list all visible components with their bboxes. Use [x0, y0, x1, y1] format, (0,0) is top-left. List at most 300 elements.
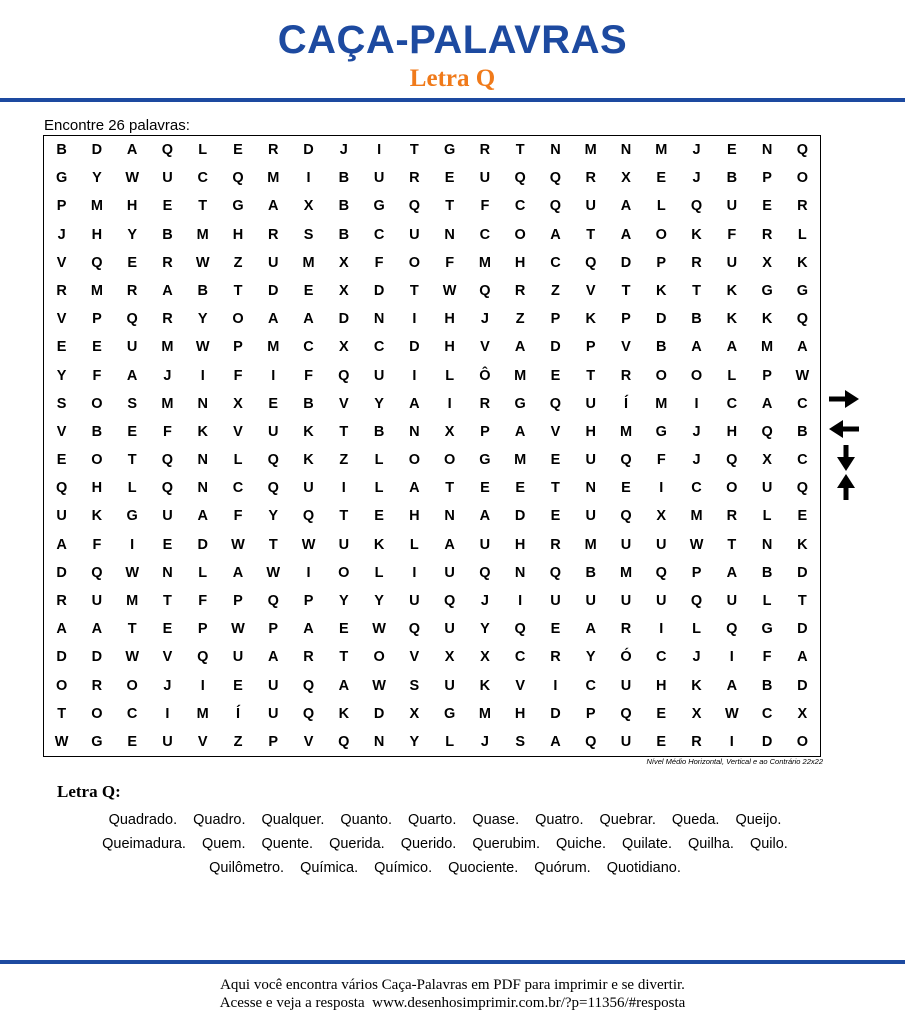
grid-cell: J: [480, 733, 489, 750]
word-item: Quociente.: [448, 860, 519, 876]
grid-cell: F: [92, 536, 102, 553]
grid-cell: B: [656, 339, 667, 356]
grid-cell: M: [161, 395, 174, 412]
grid-cell: A: [620, 226, 632, 243]
grid-cell: A: [797, 339, 808, 356]
grid-cell: Ó: [620, 649, 632, 666]
word-item: Quebrar.: [599, 812, 656, 828]
grid-cell: P: [656, 254, 667, 271]
grid-cell: I: [271, 367, 276, 384]
grid-cell: Q: [302, 508, 315, 525]
grid-cell: F: [656, 452, 666, 469]
grid-cell: H: [585, 423, 596, 440]
grid-cell: D: [91, 142, 103, 159]
grid-cell: T: [586, 367, 596, 384]
grid-cell: I: [200, 677, 205, 694]
grid-cell: W: [266, 564, 281, 581]
grid-cell: B: [338, 170, 350, 187]
grid-cell: K: [761, 311, 773, 328]
grid-cell: N: [162, 564, 173, 581]
grid-cell: A: [514, 423, 526, 440]
grid-cell: U: [620, 677, 632, 694]
grid-cell: U: [91, 592, 103, 609]
word-item: Queijo.: [735, 812, 782, 828]
grid-cell: T: [409, 142, 419, 159]
grid-cell: W: [724, 705, 739, 722]
grid-cell: X: [691, 705, 702, 722]
grid-cell: U: [56, 508, 67, 525]
grid-cell: T: [409, 282, 419, 299]
word-item: Quatro.: [535, 812, 584, 828]
arrow-right-icon: [828, 388, 860, 410]
grid-cell: J: [163, 367, 172, 384]
grid-cell: I: [200, 367, 205, 384]
word-item: Quotidiano.: [606, 860, 681, 876]
grid-cell: U: [126, 339, 138, 356]
grid-cell: D: [268, 282, 279, 299]
grid-cell: U: [232, 649, 244, 666]
grid-cell: L: [762, 592, 772, 609]
grid-cell: I: [553, 677, 558, 694]
grid-cell: A: [726, 564, 738, 581]
grid-cell: Q: [690, 198, 703, 215]
grid-cell: G: [796, 282, 808, 299]
grid-cell: U: [726, 254, 738, 271]
grid-cell: Q: [620, 508, 632, 525]
word-list-title: Letra Q:: [57, 782, 121, 801]
grid-cell: O: [91, 705, 103, 722]
grid-cell: M: [161, 339, 174, 356]
grid-cell: V: [162, 649, 173, 666]
word-item: Quilo.: [749, 836, 788, 852]
grid-cell: E: [162, 198, 173, 215]
grid-cell: L: [198, 142, 208, 159]
grid-cell: X: [621, 170, 631, 187]
word-item: Química.: [300, 860, 359, 876]
grid-cell: K: [691, 677, 702, 694]
grid-cell: E: [56, 339, 67, 356]
grid-cell: L: [198, 564, 208, 581]
grid-cell: C: [514, 198, 526, 215]
grid-cell: F: [727, 226, 737, 243]
grid-cell: N: [761, 536, 773, 553]
word-item: Quadrado.: [108, 812, 178, 828]
grid-cell: P: [585, 705, 596, 722]
grid-cell: B: [56, 142, 67, 159]
grid-cell: V: [621, 339, 631, 356]
grid-cell: I: [659, 621, 664, 638]
grid-cell: E: [726, 142, 737, 159]
grid-cell: U: [268, 254, 279, 271]
grid-cell: A: [691, 339, 702, 356]
grid-cell: P: [480, 423, 490, 440]
word-item: Quem.: [201, 836, 246, 852]
grid-cell: U: [162, 170, 173, 187]
word-item: Querido.: [400, 836, 457, 852]
grid-cell: G: [514, 395, 526, 412]
grid-cell: Q: [161, 480, 174, 497]
grid-cell: G: [761, 621, 773, 638]
grid-cell: R: [303, 649, 314, 666]
grid-cell: A: [550, 733, 561, 750]
arrow-up-icon: [835, 473, 857, 501]
grid-cell: B: [91, 423, 103, 440]
grid-cell: W: [125, 649, 140, 666]
grid-cell: U: [479, 170, 491, 187]
grid-cell: D: [197, 536, 208, 553]
grid-cell: R: [620, 621, 632, 638]
grid-cell: D: [797, 564, 808, 581]
grid-cell: T: [515, 142, 525, 159]
grid-cell: K: [691, 226, 702, 243]
grid-cell: A: [338, 677, 350, 694]
grid-cell: U: [585, 395, 596, 412]
grid-cell: H: [514, 536, 526, 553]
footer-divider: [0, 960, 905, 964]
grid-cell: T: [445, 198, 455, 215]
grid-cell: N: [761, 142, 773, 159]
grid-cell: D: [514, 508, 526, 525]
grid-cell: J: [57, 226, 66, 243]
grid-cell: B: [338, 226, 350, 243]
grid-cell: E: [480, 480, 490, 497]
word-search-grid: [43, 135, 821, 757]
grid-cell: E: [550, 452, 561, 469]
grid-cell: Q: [761, 423, 773, 440]
grid-cell: O: [690, 367, 703, 384]
grid-cell: T: [339, 423, 349, 440]
grid-cell: F: [198, 592, 208, 609]
grid-cell: A: [726, 339, 738, 356]
grid-cell: Q: [796, 480, 808, 497]
grid-cell: T: [692, 282, 701, 299]
grid-cell: C: [303, 339, 314, 356]
grid-cell: E: [444, 170, 455, 187]
grid-cell: U: [620, 536, 632, 553]
word-item: Querubim.: [472, 836, 541, 852]
grid-cell: Y: [338, 592, 349, 609]
grid-cell: G: [443, 142, 456, 159]
grid-cell: Q: [197, 649, 209, 666]
grid-cell: A: [409, 480, 420, 497]
grid-cell: C: [514, 649, 526, 666]
grid-cell: F: [480, 198, 490, 215]
grid-cell: A: [585, 621, 596, 638]
grid-cell: N: [620, 142, 632, 159]
grid-cell: D: [338, 311, 350, 328]
grid-cell: S: [127, 395, 137, 412]
grid-cell: O: [443, 452, 456, 469]
grid-cell: Q: [585, 733, 597, 750]
grid-cell: B: [338, 198, 350, 215]
grid-cell: K: [726, 311, 738, 328]
grid-cell: Q: [514, 170, 526, 187]
grid-cell: F: [445, 254, 455, 271]
grid-cell: X: [338, 282, 349, 299]
grid-cell: G: [655, 423, 667, 440]
grid-cell: L: [445, 733, 455, 750]
grid-cell: H: [726, 423, 738, 440]
grid-cell: T: [586, 226, 596, 243]
grid-cell: T: [339, 508, 349, 525]
grid-cell: V: [550, 423, 561, 440]
grid-cell: U: [656, 536, 667, 553]
grid-cell: K: [479, 677, 491, 694]
grid-cell: A: [303, 621, 314, 638]
grid-cell: M: [478, 254, 491, 271]
grid-cell: U: [585, 592, 596, 609]
grid-cell: O: [514, 226, 526, 243]
grid-cell: N: [197, 395, 208, 412]
grid-cell: B: [726, 170, 738, 187]
grid-cell: A: [268, 198, 279, 215]
grid-cell: V: [56, 311, 67, 328]
grid-cell: K: [797, 254, 808, 271]
grid-cell: N: [514, 564, 526, 581]
grid-cell: E: [56, 452, 67, 469]
grid-cell: Q: [655, 564, 667, 581]
grid-cell: A: [761, 395, 773, 412]
grid-cell: D: [303, 142, 314, 159]
grid-cell: U: [726, 592, 738, 609]
grid-cell: D: [550, 705, 561, 722]
grid-cell: L: [797, 226, 807, 243]
grid-cell: H: [409, 508, 420, 525]
grid-cell: M: [267, 339, 280, 356]
grid-cell: I: [729, 733, 734, 750]
word-item: Quórum.: [534, 860, 591, 876]
grid-cell: X: [233, 395, 243, 412]
grid-cell: X: [338, 254, 349, 271]
grid-cell: E: [550, 367, 561, 384]
word-item: Quilha.: [688, 836, 734, 852]
grid-cell: M: [655, 142, 668, 159]
grid-cell: P: [56, 198, 67, 215]
grid-cell: J: [692, 170, 701, 187]
grid-cell: T: [127, 452, 137, 469]
grid-cell: D: [409, 339, 420, 356]
grid-cell: Í: [235, 705, 240, 722]
grid-cell: Q: [514, 621, 526, 638]
grid-cell: M: [302, 254, 315, 271]
grid-cell: E: [621, 480, 631, 497]
grid-cell: W: [195, 339, 210, 356]
grid-cell: D: [373, 282, 385, 299]
grid-cell: F: [762, 649, 772, 666]
grid-cell: V: [303, 733, 314, 750]
grid-cell: B: [373, 423, 385, 440]
grid-cell: L: [762, 508, 772, 525]
grid-cell: M: [584, 142, 597, 159]
grid-cell: P: [303, 592, 314, 609]
grid-cell: O: [655, 226, 667, 243]
grid-cell: L: [374, 480, 384, 497]
word-item: Quarto.: [408, 812, 457, 828]
grid-cell: Q: [91, 564, 103, 581]
level-note: Nível Médio Horizontal, Vertical e ao Contrário 22x22: [646, 757, 823, 766]
grid-cell: A: [232, 564, 244, 581]
grid-cell: E: [762, 198, 772, 215]
grid-cell: F: [163, 423, 172, 440]
grid-cell: B: [761, 564, 773, 581]
grid-cell: A: [268, 649, 279, 666]
grid-cell: G: [479, 452, 491, 469]
grid-cell: U: [585, 198, 596, 215]
grid-cell: T: [198, 198, 208, 215]
grid-cell: A: [126, 367, 138, 384]
grid-cell: D: [91, 649, 103, 666]
grid-cell: O: [408, 254, 420, 271]
grid-cell: Z: [515, 311, 525, 328]
word-item: Quilômetro.: [209, 860, 285, 876]
grid-cell: O: [91, 395, 103, 412]
grid-cell: P: [233, 339, 243, 356]
grid-cell: P: [268, 733, 279, 750]
grid-cell: Y: [585, 649, 596, 666]
grid-cell: E: [268, 395, 279, 412]
grid-cell: R: [126, 282, 138, 299]
grid-cell: P: [268, 621, 279, 638]
grid-cell: L: [409, 536, 419, 553]
grid-cell: H: [514, 705, 526, 722]
grid-cell: T: [163, 592, 172, 609]
grid-cell: R: [797, 198, 808, 215]
grid-cell: Ô: [479, 367, 491, 384]
grid-cell: C: [797, 395, 808, 412]
grid-cell: I: [306, 564, 311, 581]
grid-cell: E: [92, 339, 102, 356]
grid-cell: H: [514, 254, 526, 271]
grid-cell: P: [233, 592, 243, 609]
grid-cell: O: [726, 480, 738, 497]
grid-cell: K: [797, 536, 808, 553]
grid-cell: M: [761, 339, 774, 356]
grid-cell: Q: [232, 170, 244, 187]
grid-cell: Q: [91, 254, 103, 271]
grid-cell: I: [694, 395, 699, 412]
grid-cell: C: [691, 480, 702, 497]
grid-cell: E: [656, 705, 667, 722]
grid-cell: E: [797, 508, 808, 525]
grid-cell: Q: [443, 592, 456, 609]
grid-cell: D: [620, 254, 632, 271]
grid-cell: A: [56, 621, 67, 638]
grid-cell: X: [444, 423, 455, 440]
grid-cell: U: [268, 423, 279, 440]
grid-cell: Y: [480, 621, 490, 638]
grid-cell: K: [585, 311, 596, 328]
grid-cell: A: [620, 198, 632, 215]
grid-cell: S: [303, 226, 314, 243]
grid-cell: R: [56, 282, 67, 299]
grid-cell: U: [585, 508, 596, 525]
grid-cell: E: [656, 733, 667, 750]
grid-cell: J: [163, 677, 172, 694]
grid-cell: V: [197, 733, 208, 750]
grid-cell: Q: [690, 592, 703, 609]
grid-cell: Z: [233, 733, 243, 750]
grid-cell: Q: [549, 198, 562, 215]
grid-cell: B: [303, 395, 314, 412]
grid-cell: A: [162, 282, 173, 299]
grid-cell: C: [585, 677, 596, 694]
grid-cell: W: [54, 733, 69, 750]
grid-cell: U: [479, 536, 491, 553]
grid-cell: V: [233, 423, 243, 440]
grid-cell: G: [91, 733, 103, 750]
grid-cell: C: [550, 254, 561, 271]
grid-cell: X: [797, 705, 808, 722]
grid-cell: V: [409, 649, 420, 666]
grid-cell: L: [233, 452, 243, 469]
grid-cell: I: [377, 142, 382, 159]
grid-cell: U: [620, 733, 632, 750]
grid-cell: U: [444, 677, 455, 694]
grid-cell: U: [373, 170, 385, 187]
grid-cell: U: [303, 480, 314, 497]
grid-cell: U: [444, 621, 455, 638]
grid-cell: I: [447, 395, 452, 412]
grid-cell: U: [268, 677, 279, 694]
grid-cell: E: [515, 480, 525, 497]
direction-legend: [826, 386, 862, 502]
grid-cell: W: [125, 564, 140, 581]
grid-cell: P: [762, 170, 772, 187]
grid-cell: H: [126, 198, 138, 215]
grid-cell: C: [761, 705, 773, 722]
grid-cell: K: [656, 282, 667, 299]
grid-cell: J: [480, 592, 489, 609]
grid-cell: E: [127, 733, 137, 750]
grid-cell: A: [444, 536, 455, 553]
grid-cell: T: [797, 592, 807, 609]
grid-cell: U: [550, 592, 561, 609]
grid-cell: A: [303, 311, 314, 328]
grid-cell: L: [445, 367, 455, 384]
grid-cell: S: [56, 395, 67, 412]
grid-cell: Q: [302, 677, 315, 694]
grid-cell: A: [797, 649, 808, 666]
word-item: Querida.: [329, 836, 385, 852]
grid-cell: D: [797, 677, 808, 694]
grid-cell: M: [690, 508, 703, 525]
grid-cell: O: [796, 170, 808, 187]
grid-cell: W: [795, 367, 810, 384]
grid-cell: Y: [56, 367, 67, 384]
grid-cell: B: [585, 564, 596, 581]
grid-cell: T: [233, 282, 243, 299]
grid-cell: E: [338, 621, 349, 638]
word-item: Queda.: [671, 812, 720, 828]
grid-cell: B: [197, 282, 208, 299]
grid-cell: J: [692, 649, 701, 666]
word-item: Quanto.: [340, 812, 392, 828]
arrow-left-icon: [828, 418, 860, 440]
grid-cell: Q: [796, 311, 808, 328]
grid-cell: M: [196, 705, 209, 722]
grid-cell: T: [127, 621, 137, 638]
grid-cell: H: [91, 480, 103, 497]
grid-cell: B: [162, 226, 173, 243]
grid-cell: K: [338, 705, 350, 722]
grid-cell: Y: [127, 226, 137, 243]
grid-cell: R: [479, 395, 491, 412]
grid-cell: P: [762, 367, 772, 384]
page-title: CAÇA-PALAVRAS: [277, 18, 628, 62]
footer-line-2: Acesse e veja a resposta www.desenhosimprimir.com.br/?p=11356/#resposta: [219, 995, 686, 1011]
word-item: Qualquer.: [261, 812, 325, 828]
grid-cell: L: [656, 198, 666, 215]
